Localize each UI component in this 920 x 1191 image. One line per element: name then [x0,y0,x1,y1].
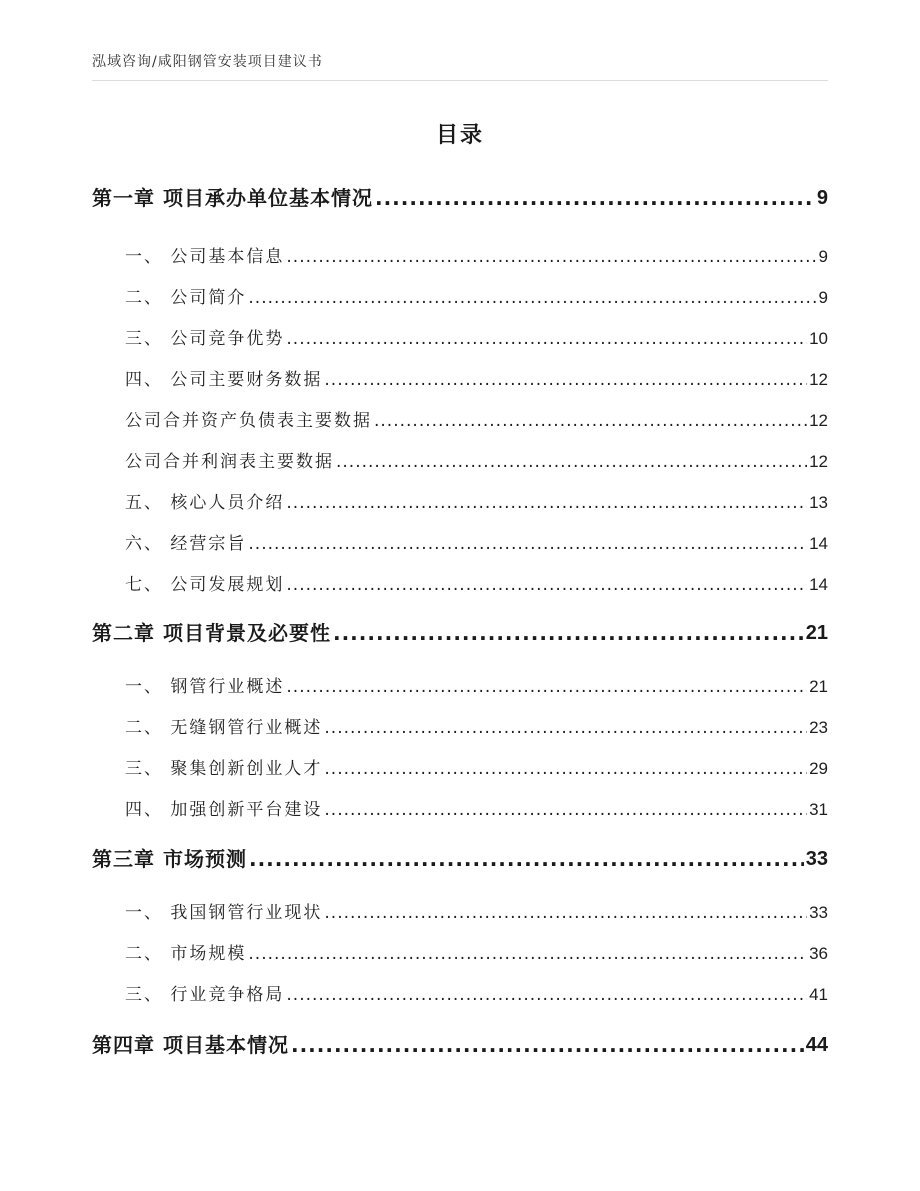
toc-entry-label: 七、 公司发展规划 [125,575,285,595]
toc-entry-section[interactable] [92,572,828,598]
toc-entry-label: 第一章 项目承办单位基本情况 [92,186,373,210]
toc-entry-page: 14 [809,534,828,553]
toc-entry-section[interactable] [92,285,828,311]
toc-entry-label: 一、 钢管行业概述 [125,677,285,697]
leader-dots [286,674,807,700]
toc-entry-page: 13 [809,493,828,512]
leader-dots [286,572,807,598]
leader-dots [286,326,807,352]
toc-entry-label: 四、 公司主要财务数据 [125,370,323,390]
leader-dots [248,531,807,557]
toc-entry-chapter-4[interactable] [92,1032,828,1058]
leader-dots [324,756,807,782]
leader-dots [286,490,807,516]
toc-entry-label: 三、 公司竞争优势 [125,329,285,349]
toc-entry-label: 第四章 项目基本情况 [92,1033,289,1057]
toc-entry-label: 六、 经营宗旨 [125,534,247,554]
toc-entry-section[interactable] [92,715,828,741]
toc-entry-label: 二、 市场规模 [125,944,247,964]
leader-dots [336,449,807,475]
toc-entry-page: 9 [818,288,828,307]
toc-entry-subsection[interactable] [92,408,828,434]
toc-entry-page: 44 [805,1034,828,1056]
leader-dots [324,367,807,393]
toc-entry-page: 33 [805,848,828,870]
toc-entry-section[interactable] [92,674,828,700]
leader-dots [333,620,804,646]
leader-dots [291,1032,804,1058]
toc-entry-section[interactable] [92,797,828,823]
toc-entry-section[interactable] [92,756,828,782]
toc-entry-page: 9 [816,187,828,209]
toc-entry-label: 三、 行业竞争格局 [125,985,285,1005]
toc-entry-page: 36 [809,944,828,963]
toc-entry-label: 一、 公司基本信息 [125,247,285,267]
toc-entry-page: 12 [809,411,828,430]
toc-entry-chapter-1[interactable] [92,185,828,211]
toc-entry-section[interactable] [92,326,828,352]
toc-entry-page: 29 [809,759,828,778]
leader-dots [374,408,807,434]
toc-entry-page: 23 [809,718,828,737]
toc-entry-label: 公司合并利润表主要数据 [125,452,334,472]
toc-entry-section[interactable] [92,244,828,270]
toc-entry-page: 41 [809,985,828,1004]
toc-entry-subsection[interactable] [92,449,828,475]
toc-entry-label: 公司合并资产负债表主要数据 [125,411,372,431]
toc-entry-label: 一、 我国钢管行业现状 [125,903,323,923]
leader-dots [375,185,815,211]
toc-entry-page: 9 [818,247,828,266]
toc-entry-section[interactable] [92,490,828,516]
toc-title: 目录 [435,123,484,148]
leader-dots [324,900,807,926]
toc-entry-label: 二、 公司简介 [125,288,247,308]
toc-entry-page: 12 [809,370,828,389]
leader-dots [286,982,807,1008]
toc-entry-section[interactable] [92,531,828,557]
toc-entry-label: 二、 无缝钢管行业概述 [125,718,323,738]
leader-dots [248,285,816,311]
toc-entry-page: 21 [809,677,828,696]
header-rule [92,80,828,81]
toc-entry-page: 12 [809,452,828,471]
leader-dots [249,846,804,872]
toc-entry-label: 三、 聚集创新创业人才 [125,759,323,779]
leader-dots [324,715,807,741]
toc-entry-chapter-3[interactable] [92,846,828,872]
toc-entry-section[interactable] [92,900,828,926]
toc-entry-label: 四、 加强创新平台建设 [125,800,323,820]
running-header: 泓域咨询/咸阳钢管安装项目建议书 [92,54,323,70]
toc-entry-chapter-2[interactable] [92,620,828,646]
toc-entry-section[interactable] [92,941,828,967]
toc-entry-page: 10 [809,329,828,348]
toc-entry-page: 31 [809,800,828,819]
toc-entry-label: 第三章 市场预测 [92,847,247,871]
toc-entry-section[interactable] [92,367,828,393]
toc-entry-label: 五、 核心人员介绍 [125,493,285,513]
toc-entry-section[interactable] [92,982,828,1008]
toc-entry-page: 14 [809,575,828,594]
leader-dots [286,244,816,270]
leader-dots [248,941,807,967]
leader-dots [324,797,807,823]
toc-entry-page: 21 [805,622,828,644]
toc-entry-label: 第二章 项目背景及必要性 [92,621,331,645]
toc-entry-page: 33 [809,903,828,922]
